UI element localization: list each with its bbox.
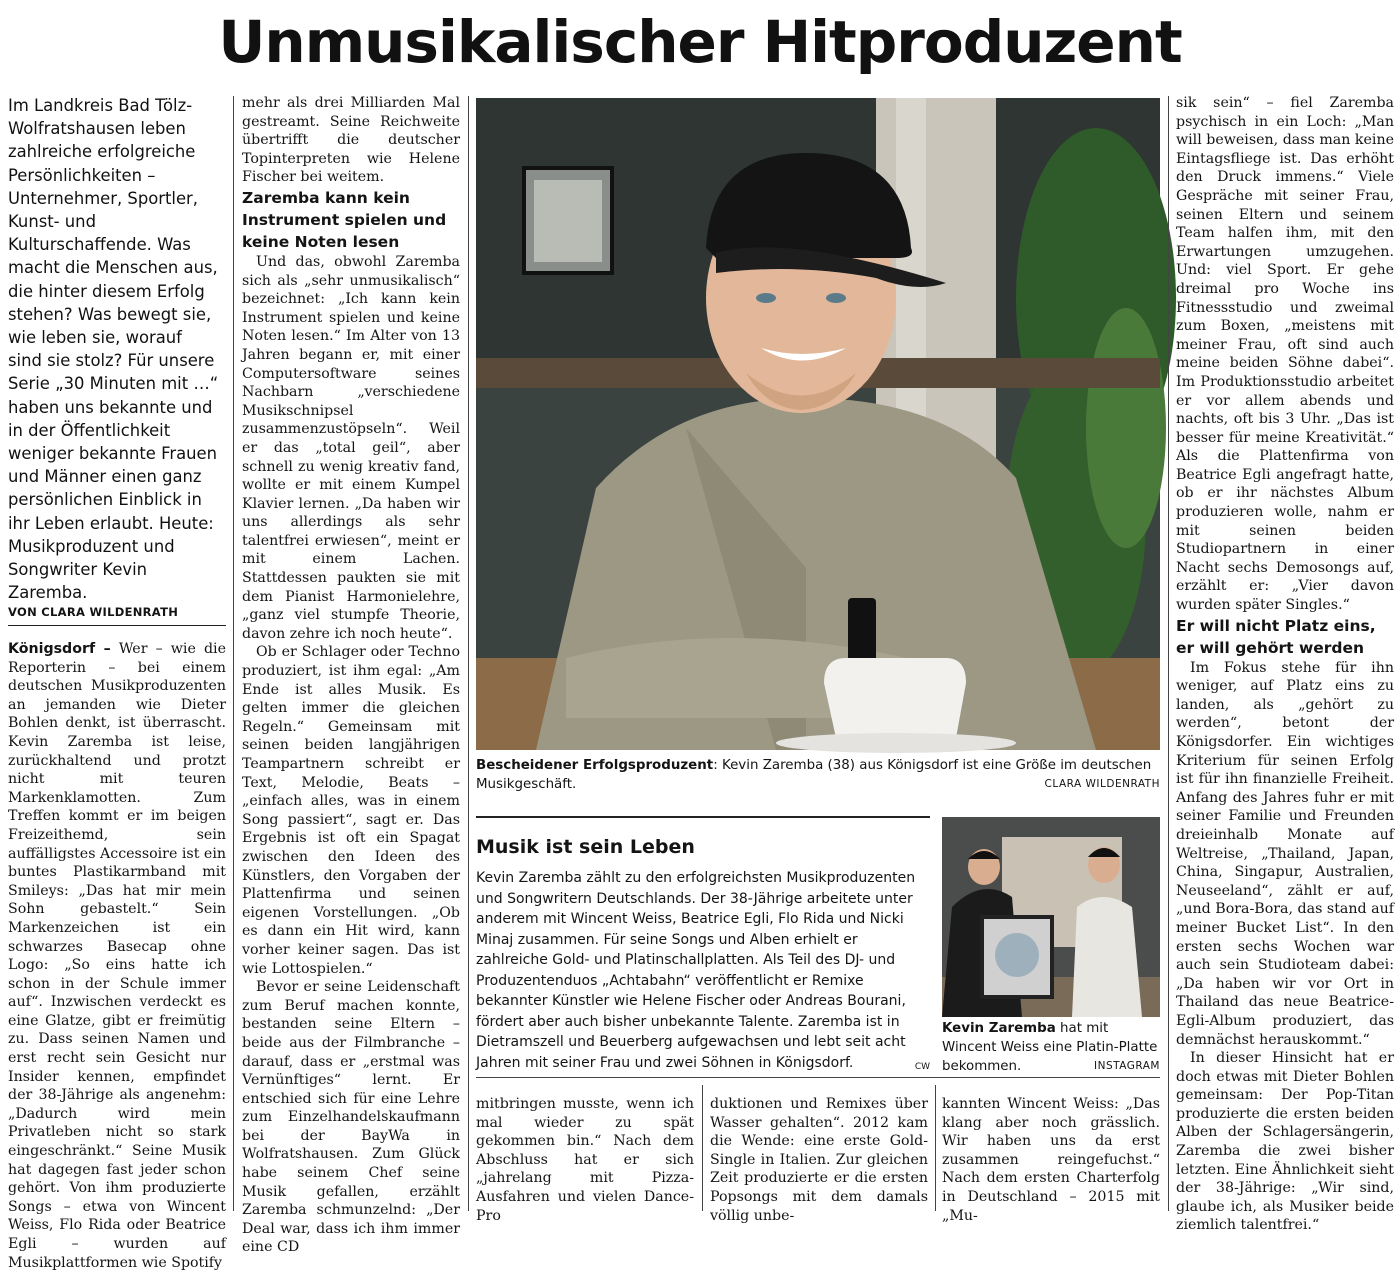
- caption-lead: Bescheidener Erfolgsproduzent: [476, 758, 714, 773]
- column-1: [8, 640, 226, 1271]
- column-3-text: mitbringen musste, wenn ich mal wieder zu spät gekommen bin.“ Nach dem Abschluss hat er sich „jahrelang mit Pizza-Ausfahren und vielen Dance-Pro: [476, 1096, 694, 1224]
- caption-text: : Kevin Zaremba (38) aus Königsdorf ist eine Größe im deutschen Musikgeschäft.: [476, 758, 1152, 792]
- main-photo: [476, 98, 1160, 750]
- info-box-title: Musik ist sein Leben: [476, 836, 695, 858]
- column-divider: [935, 1085, 936, 1211]
- column-2-paragraph: mehr als drei Milliarden Mal gestreamt. Seine Reichweite übertrifft die deutscher Topinterpreten wie Helene Fischer bei weitem.: [242, 95, 460, 186]
- info-box: [476, 816, 930, 1072]
- info-box-text: [476, 868, 930, 1073]
- subheading-2: Er will nicht Platz eins, er will gehört werden: [1176, 616, 1376, 657]
- photo-credit: CLARA WILDENRATH: [1044, 778, 1160, 790]
- section-divider: [476, 1077, 1160, 1078]
- column-6-paragraph: In dieser Hinsicht hat er doch etwas mit Dieter Bohlen gemeinsam: Der Pop-Titan produzierte die ersten beiden Alben der Schlagersängerin, Zaremba die zwei bisher letzten. Eine Ähnlichkeit sieht der 38-Jährige: „Wir sind, glaube ich, als Musiker beide ziemlich talentfrei.“: [1176, 1050, 1394, 1234]
- column-2: [242, 94, 460, 1256]
- column-6-paragraph: Im Fokus stehe für ihn weniger, auf Platz eins zu landen, als „gehört zu werden“, betont der Königsdorfer. Ein wichtiges Kriterium für seinen Erfolg ist für ihn finanzielle Freiheit. Anfang des Jahres fuhr er mit seiner Familie und Freunden dreieinhalb Monate auf Weltreise, „Thailand, Japan, China, Singapur, Australien, Neuseeland“, zählt er auf, „und Bora-Bora, das stand auf meiner Bucket List“. In den ersten sechs Wochen war auch sein Studioteam dabei: „Da haben wir vor Ort in Thailand das neue Beatrice-Egli-Album produziert, das demnächst herauskommt.“: [1176, 659, 1394, 1048]
- column-divider: [233, 96, 234, 1211]
- column-1-text: Wer – wie die Reporterin – bei einem deutschen Musikproduzenten an jemanden wie Dieter Bohlen denkt, ist überrascht. Kevin Zaremba ist leise, zurückhaltend und protzt nicht mit teuren Markenklamotten. Zum Treffen kommt er im beigen Freizeithemd, sein auffälligstes Accessoire ist ein buntes Plastikarmband mit Smileys: „Das hat mir mein Sohn gebastelt.“ Sein Markenzeichen ist ein schwarzes Basecap ohne Logo: „So eins hatte ich schon in der Schule immer auf“. Inzwischen verdeckt es eine Glatze, gibt er freimütig zu. Dass seinen Namen und erst recht sein Gesicht nur Insider kennen, empfindet der 38-Jährige als angenehm: „Dadurch wird mein Privatleben nicht so stark eingeschränkt.“ Seine Musik hat dagegen fast jeder schon gehört. Von ihm produzierte Songs – etwa von Wincent Weiss, Flo Rida oder Beatrice Egli – wurden auf Musikplattformen wie Spotify: [8, 641, 226, 1271]
- column-2-paragraph: Bevor er seine Leidenschaft zum Beruf machen konnte, bestanden seine Eltern – beide aus der Filmbranche – darauf, dass er „erstmal was Vernünftiges“ lernt. Er entschied sich für eine Lehre zum Einzelhandelskaufmann bei der BayWa in Wolfratshausen. Zum Glück habe seinem Chef seine Musik gefallen, erzählt Zaremba schmunzelnd: „Der Deal war, dass ich ihm immer eine CD: [242, 979, 460, 1256]
- column-3-bottom: [476, 1095, 694, 1224]
- portrait-illustration: [476, 98, 1160, 750]
- column-6-paragraph: sik sein“ – fiel Zaremba psychisch in ein Loch: „Man will beweisen, dass man keine Eintagsfliege ist. Das erhöht den Druck immens.“ Viele Gespräche mit seiner Frau, seinen Eltern und seinem Team halfen ihm, mit den Erwartungen umzugehen. Und: viel Sport. Er gehe dreimal pro Woche ins Fitnessstudio und zweimal zum Boxen, „meistens mit meiner Frau, oft sind auch meine beiden Söhne dabei“. Im Produktionsstudio arbeitet er vor allem abends und nachts, oft bis 3 Uhr. „Das ist besser für meine Kreativität.“ Als die Plattenfirma von Beatrice Egli angefragt hatte, ob er ihr nächstes Album produzieren wolle, nahm er mit seinen beiden Studiopartnern in einer Nacht sechs Demosongs auf, erzählt er: „Vier davon wurden später Singles.“: [1176, 95, 1394, 614]
- column-5-text: kannten Wincent Weiss: „Das klang aber noch grässlich. Wir haben uns da erst zusammen reingefuchst.“ Nach dem ersten Charterfolg in Deutschland – 2015 mit „Mu-: [942, 1096, 1160, 1224]
- info-box-credit: CW: [914, 1061, 930, 1072]
- column-4-bottom: [710, 1095, 928, 1224]
- column-2-paragraph: Und das, obwohl Zaremba sich als „sehr unmusikalisch“ bezeichnet: „Ich kann kein Instrument spielen und keine Noten lesen.“ Im Alter von 13 Jahren begann er, mit einer Computersoftware seines Nachbarn „verschiedene Musikschnipsel zusammenzustöpseln“. Weil er das „total geil“, aber schnell zu wenig kreativ fand, wollte er mit einem Kumpel Klavier lernen. „Da haben wir uns allerdings als sehr talentfrei erwiesen“, meint er mit einem Lachen. Stattdessen paukten sie mit dem Pianist Harmonielehre, „ganz viel stumpfe Theorie, davon zehre ich noch heute“.: [242, 253, 460, 642]
- info-box-body: Kevin Zaremba zählt zu den erfolgreichsten Musikproduzenten und Songwritern Deutschlands. Der 38-Jährige arbeitete unter anderem mit Wincent Weiss, Beatrice Egli, Flo Rida und Nicki Minaj zusammen. Für seine Songs und Alben erhielt er zahlreiche Gold- und Platinschallplatten. Als Teil des DJ- und Produzentenduos „Achtabahn“ veröffentlicht er Remixe bekannter Künstler wie Helene Fischer oder Andreas Bourani, fördert aber auch bisher unbekannte Talente. Zaremba ist in Dietramszell und Beuerberg aufgewachsen und lebt seit acht Jahren mit seiner Frau und zwei Söhnen in Königsdorf.: [476, 870, 916, 1071]
- column-6: [1176, 94, 1394, 1234]
- byline: VON CLARA WILDENRATH: [8, 605, 226, 626]
- award-photo-illustration: [942, 817, 1160, 1017]
- secondary-photo: [942, 817, 1160, 1017]
- caption2-lead: Kevin Zaremba: [942, 1021, 1056, 1036]
- subheading-1: Zaremba kann kein Instrument spielen und keine Noten lesen: [242, 188, 447, 251]
- column-4-text: duktionen und Remixes über Wasser gehalten“. 2012 kam die Wende: eine erste Gold-Single in Italien. Zur gleichen Zeit produzierte er die ersten Popsongs mit dem damals völlig unbe-: [710, 1096, 928, 1224]
- caption2-text: hat mit Wincent Weiss eine Platin-Platte bekommen.: [942, 1021, 1158, 1074]
- secondary-photo-caption: [942, 1019, 1160, 1076]
- article-lead: Im Landkreis Bad Tölz-Wolfratshausen leben zahlreiche erfolgreiche Persönlichkeiten – Unternehmer, Sportler, Kunst- und Kulturschaffende. Was macht die Menschen aus, die hinter diesem Erfolg stehen? Was bewegt sie, wie leben sie, worauf sind sie stolz? Für unsere Serie „30 Minuten mit …“ haben uns bekannte und in der Öffentlichkeit weniger bekannte Frauen und Männer einen ganz persönlichen Einblick in ihr Leben erlaubt. Heute: Musikproduzent und Songwriter Kevin Zaremba.: [8, 96, 219, 603]
- dateline: Königsdorf –: [8, 641, 111, 657]
- column-divider: [468, 96, 469, 1211]
- photo-caption: [476, 756, 1160, 794]
- headline: Unmusikalischer Hitproduzent: [218, 8, 1182, 76]
- column-5-bottom: [942, 1095, 1160, 1224]
- photo2-credit: INSTAGRAM: [1094, 1060, 1160, 1072]
- column-2-paragraph: Ob er Schlager oder Techno produziert, ist ihm egal: „Am Ende ist alles Musik. Es gelten immer die gleichen Regeln.“ Gemeinsam mit seinen beiden langjährigen Teampartnern schreibt er Text, Melodie, Beats – „einfach alles, was in einem Song passiert“, sagt er. Das Ergebnis ist oft ein Spagat zwischen den Ideen des Künstlers, den Vorgaben der Plattenfirma und seinen eigenen Vorstellungen. „Ob es dann ein Hit wird, kann vorher keiner sagen. Das ist wie Lottospielen.“: [242, 644, 460, 977]
- column-divider: [702, 1085, 703, 1211]
- column-divider: [1168, 96, 1169, 1211]
